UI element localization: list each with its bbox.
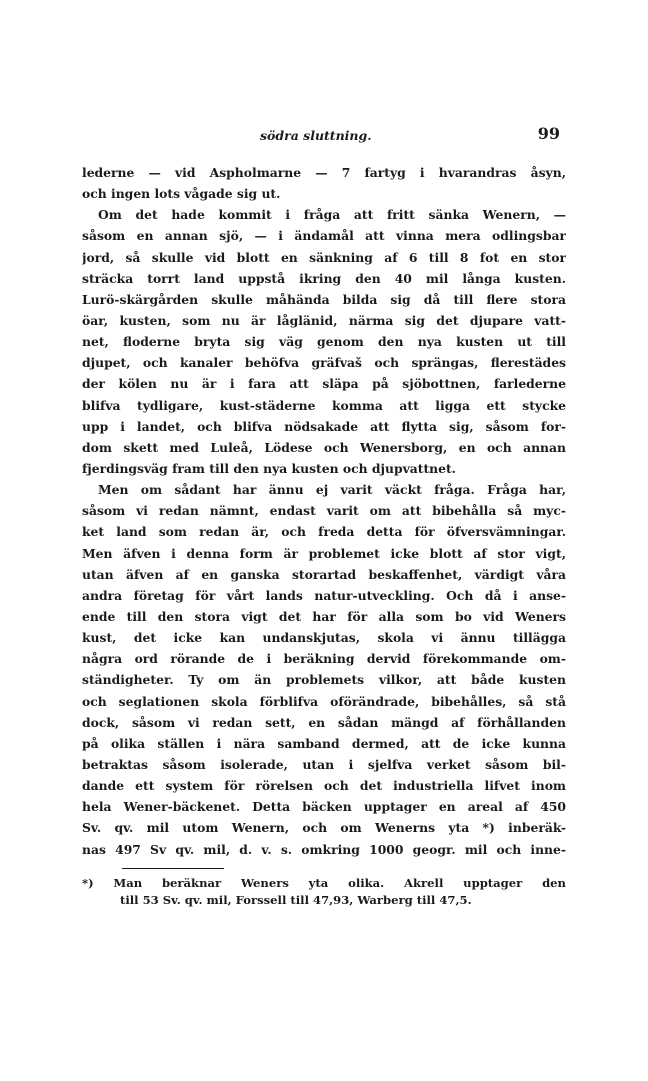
text-line: jord, så skulle vid blott en sänkning af 6 till 8 fot en stor: [82, 249, 566, 265]
text-line: såsom en annan sjö, — i ändamål att vinna mera odlingsbar: [82, 228, 566, 244]
page-header: [82, 124, 566, 148]
text-line: betraktas såsom isolerade, utan i sjelfva verket såsom bil-: [82, 756, 566, 772]
text-line: djupet, och kanaler behöfva gräfvaš och sprängas, flerestädes: [82, 355, 566, 371]
text-line: Men om sådant har ännu ej varit väckt fråga. Fråga har,: [98, 482, 566, 498]
body-text: [82, 162, 566, 860]
text-line: dock, såsom vi redan sett, en sådan mängd af förhållanden: [82, 714, 566, 730]
text-line: blifva tydligare, kust-städerne komma att ligga ett stycke: [82, 397, 566, 413]
footnote-line: till 53 Sv. qv. mil, Forssell till 47,93, Warberg till 47,5.: [120, 892, 472, 907]
text-line: lederne — vid Aspholmarne — 7 fartyg i hvarandras åsyn,: [82, 165, 566, 180]
text-line: fjerdingsväg fram till den nya kusten och djupvattnet.: [82, 460, 456, 476]
text-line: Sv. qv. mil utom Wenern, och om Wenerns yta *) inberäk-: [82, 820, 566, 836]
text-line: hela Wener-bäckenet. Detta bäcken upptager en areal af 450: [82, 799, 566, 815]
text-line: sträcka torrt land uppstå ikring den 40 mil långa kusten.: [82, 270, 566, 286]
text-line: utan äfven af en ganska storartad beskaffenhet, värdigt våra: [82, 566, 566, 582]
footnote: [82, 875, 566, 909]
text-line: öar, kusten, som nu är låglänid, närma sig det djupare vatt-: [82, 312, 566, 328]
text-line: ende till den stora vigt det har för alla som bo vid Weners: [82, 608, 566, 624]
book-page: [82, 124, 566, 909]
text-line: några ord rörande de i beräkning dervid förekommande om-: [82, 651, 566, 667]
text-line: Om det hade kommit i fråga att fritt sänka Wenern, —: [98, 207, 566, 223]
text-line: andra företag för vårt lands natur-utveckling. Och då i anse-: [82, 587, 566, 603]
text-line: nas 497 Sv qv. mil, d. v. s. omkring 1000 geogr. mil och inne-: [82, 841, 566, 857]
text-line: Lurö-skärgården skulle måhända bilda sig då till flere stora: [82, 291, 566, 307]
running-head: södra sluttning.: [260, 128, 372, 143]
text-line: net, floderne bryta sig väg genom den nya kusten ut till: [82, 334, 566, 350]
text-line: kust, det icke kan undanskjutas, skola vi ännu tillägga: [82, 630, 566, 646]
text-line: Men äfven i denna form är problemet icke blott af stor vigt,: [82, 545, 566, 561]
page-number: 99: [537, 124, 560, 143]
text-line: såsom vi redan nämnt, endast varit om att bibehålla så myc-: [82, 503, 566, 519]
text-line: ständigheter. Ty om än problemets vilkor, att både kusten: [82, 672, 566, 688]
text-line: ket land som redan är, och freda detta för öfversvämningar.: [82, 524, 566, 540]
text-line: på olika ställen i nära samband dermed, att de icke kunna: [82, 735, 566, 751]
text-line: och ingen lots vågade sig ut.: [82, 186, 281, 202]
footnote-line: *) Man beräknar Weners yta olika. Akrell upptager den: [82, 875, 566, 890]
text-line: dom skett med Luleå, Lödese och Wenersborg, en och annan: [82, 439, 566, 455]
text-line: upp i landet, och blifva nödsakade att flytta sig, såsom for-: [82, 418, 566, 434]
footnote-divider: [122, 868, 224, 869]
text-line: dande ett system för rörelsen och det industriella lifvet inom: [82, 778, 566, 794]
text-line: och seglationen skola förblifva oförändrade, bibehålles, så stå: [82, 693, 566, 709]
text-line: der kölen nu är i fara att släpa på sjöbottnen, farlederne: [82, 376, 566, 392]
